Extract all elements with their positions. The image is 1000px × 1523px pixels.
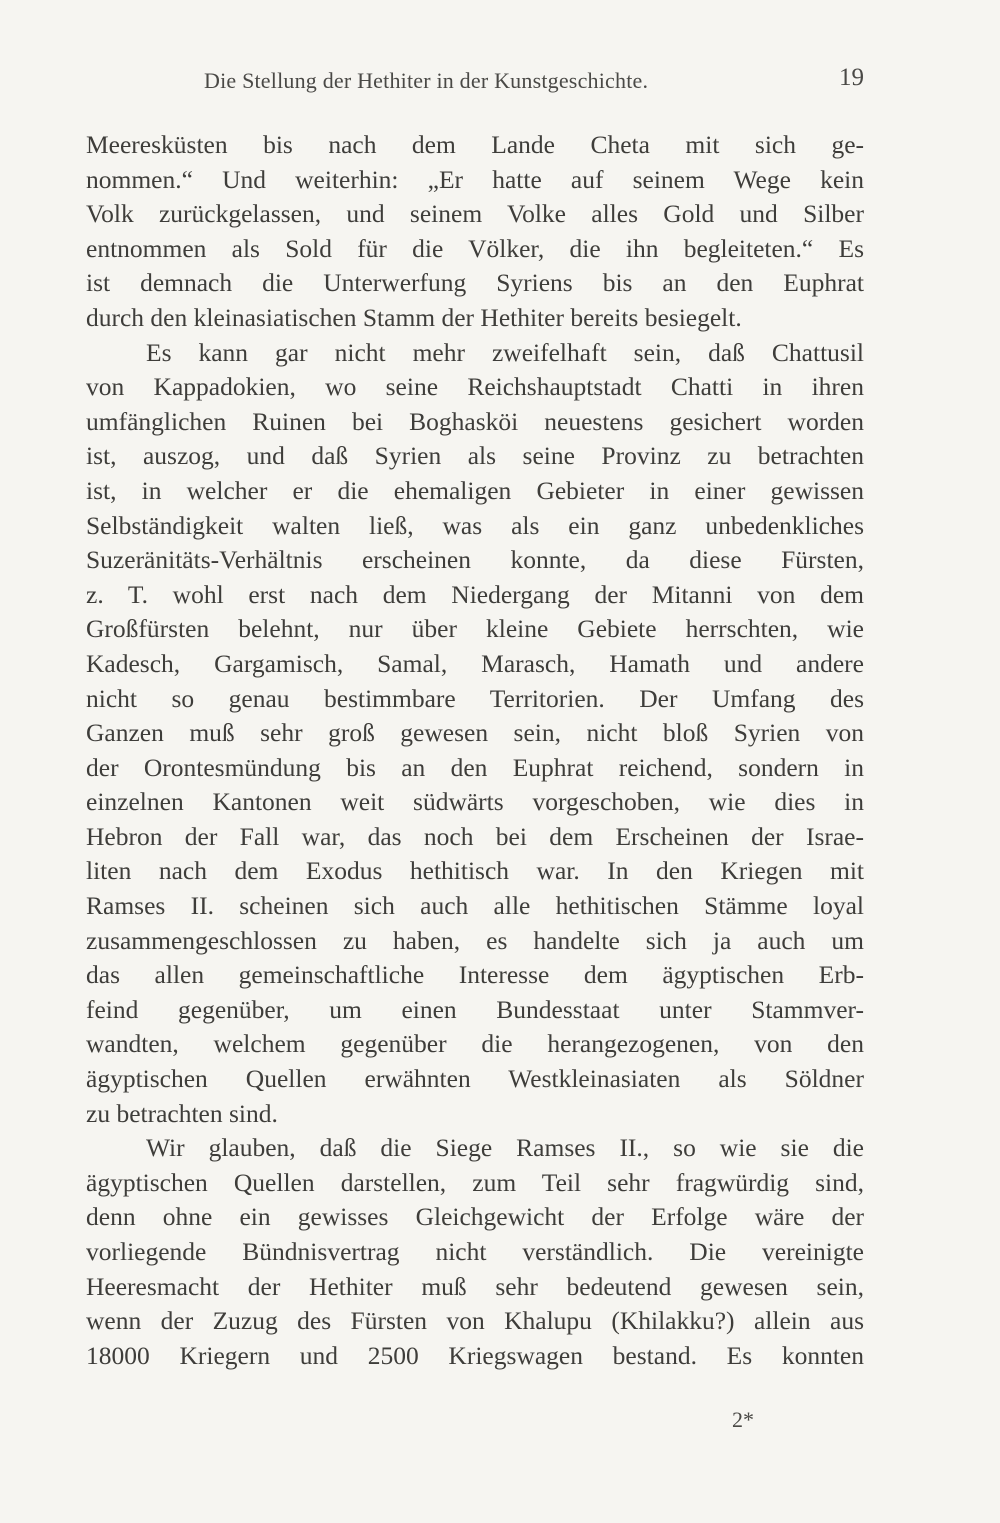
text-line: Volk zurückgelassen, und seinem Volke alles Gold und Silber: [86, 199, 864, 229]
text-line: von Kappadokien, wo seine Reichshauptstadt Chatti in ihren: [86, 372, 864, 402]
text-line: Ramses II. scheinen sich auch alle hethitischen Stämme loyal: [86, 891, 864, 921]
text-line: ägyptischen Quellen erwähnten Westkleinasiaten als Söldner: [86, 1064, 864, 1094]
text-line: durch den kleinasiatischen Stamm der Hethiter bereits besiegelt.: [86, 302, 742, 332]
body-text: [86, 128, 864, 1373]
text-line: wandten, welchem gegenüber die herangezogenen, von den: [86, 1029, 864, 1059]
text-line: wenn der Zuzug des Fürsten von Khalupu (Khilakku?) allein aus: [86, 1306, 864, 1336]
running-head: [88, 64, 864, 100]
text-line: liten nach dem Exodus hethitisch war. In den Kriegen mit: [86, 856, 864, 886]
text-line: ist demnach die Unterwerfung Syriens bis an den Euphrat: [86, 268, 864, 298]
text-line: das allen gemeinschaftliche Interesse dem ägyptischen Erb-: [86, 960, 864, 990]
text-line: z. T. wohl erst nach dem Niedergang der Mitanni von dem: [86, 579, 864, 609]
text-line: Ganzen muß sehr groß gewesen sein, nicht bloß Syrien von: [86, 718, 864, 748]
text-line: zu betrachten sind.: [86, 1098, 278, 1128]
text-line: ägyptischen Quellen darstellen, zum Teil sehr fragwürdig sind,: [86, 1167, 864, 1197]
text-line: Es kann gar nicht mehr zweifelhaft sein, daß Chattusil: [146, 337, 864, 367]
text-line: entnommen als Sold für die Völker, die ihn begleiteten.“ Es: [86, 233, 864, 263]
text-line: 18000 Kriegern und 2500 Kriegswagen bestand. Es konnten: [86, 1340, 864, 1370]
text-line: der Orontesmündung bis an den Euphrat reichend, sondern in: [86, 752, 864, 782]
text-line: umfänglichen Ruinen bei Boghasköi neuestens gesichert worden: [86, 406, 864, 436]
text-line: ist, in welcher er die ehemaligen Gebieter in einer gewissen: [86, 475, 864, 505]
text-line: Großfürsten belehnt, nur über kleine Gebiete herrschten, wie: [86, 614, 864, 644]
text-line: Wir glauben, daß die Siege Ramses II., so wie sie die: [146, 1133, 864, 1163]
text-line: Heeresmacht der Hethiter muß sehr bedeutend gewesen sein,: [86, 1271, 864, 1301]
text-line: ist, auszog, und daß Syrien als seine Provinz zu betrachten: [86, 441, 864, 471]
signature-mark: 2*: [732, 1407, 754, 1432]
page-number: 19: [839, 64, 864, 91]
text-line: Hebron der Fall war, das noch bei dem Erscheinen der Israe-: [86, 821, 864, 851]
text-line: Suzeränitäts-Verhältnis erscheinen konnte, da diese Fürsten,: [86, 545, 864, 575]
text-line: vorliegende Bündnisvertrag nicht verständlich. Die vereinigte: [86, 1237, 864, 1266]
text-line: denn ohne ein gewisses Gleichgewicht der Erfolge wäre der: [86, 1202, 864, 1232]
text-line: nicht so genau bestimmbare Territorien. Der Umfang des: [86, 683, 864, 713]
text-line: einzelnen Kantonen weit südwärts vorgeschoben, wie dies in: [86, 787, 864, 817]
text-line: nommen.“ Und weiterhin: „Er hatte auf seinem Wege kein: [86, 164, 864, 194]
text-line: Selbständigkeit walten ließ, was als ein ganz unbedenkliches: [86, 510, 864, 540]
text-line: feind gegenüber, um einen Bundesstaat unter Stammver-: [86, 994, 864, 1024]
text-line: Kadesch, Gargamisch, Samal, Marasch, Hamath und andere: [86, 648, 864, 678]
text-line: Meeresküsten bis nach dem Lande Cheta mit sich ge-: [86, 130, 864, 159]
running-title: Die Stellung der Hethiter in der Kunstgeschichte.: [204, 68, 649, 93]
text-line: zusammengeschlossen zu haben, es handelte sich ja auch um: [86, 925, 864, 955]
